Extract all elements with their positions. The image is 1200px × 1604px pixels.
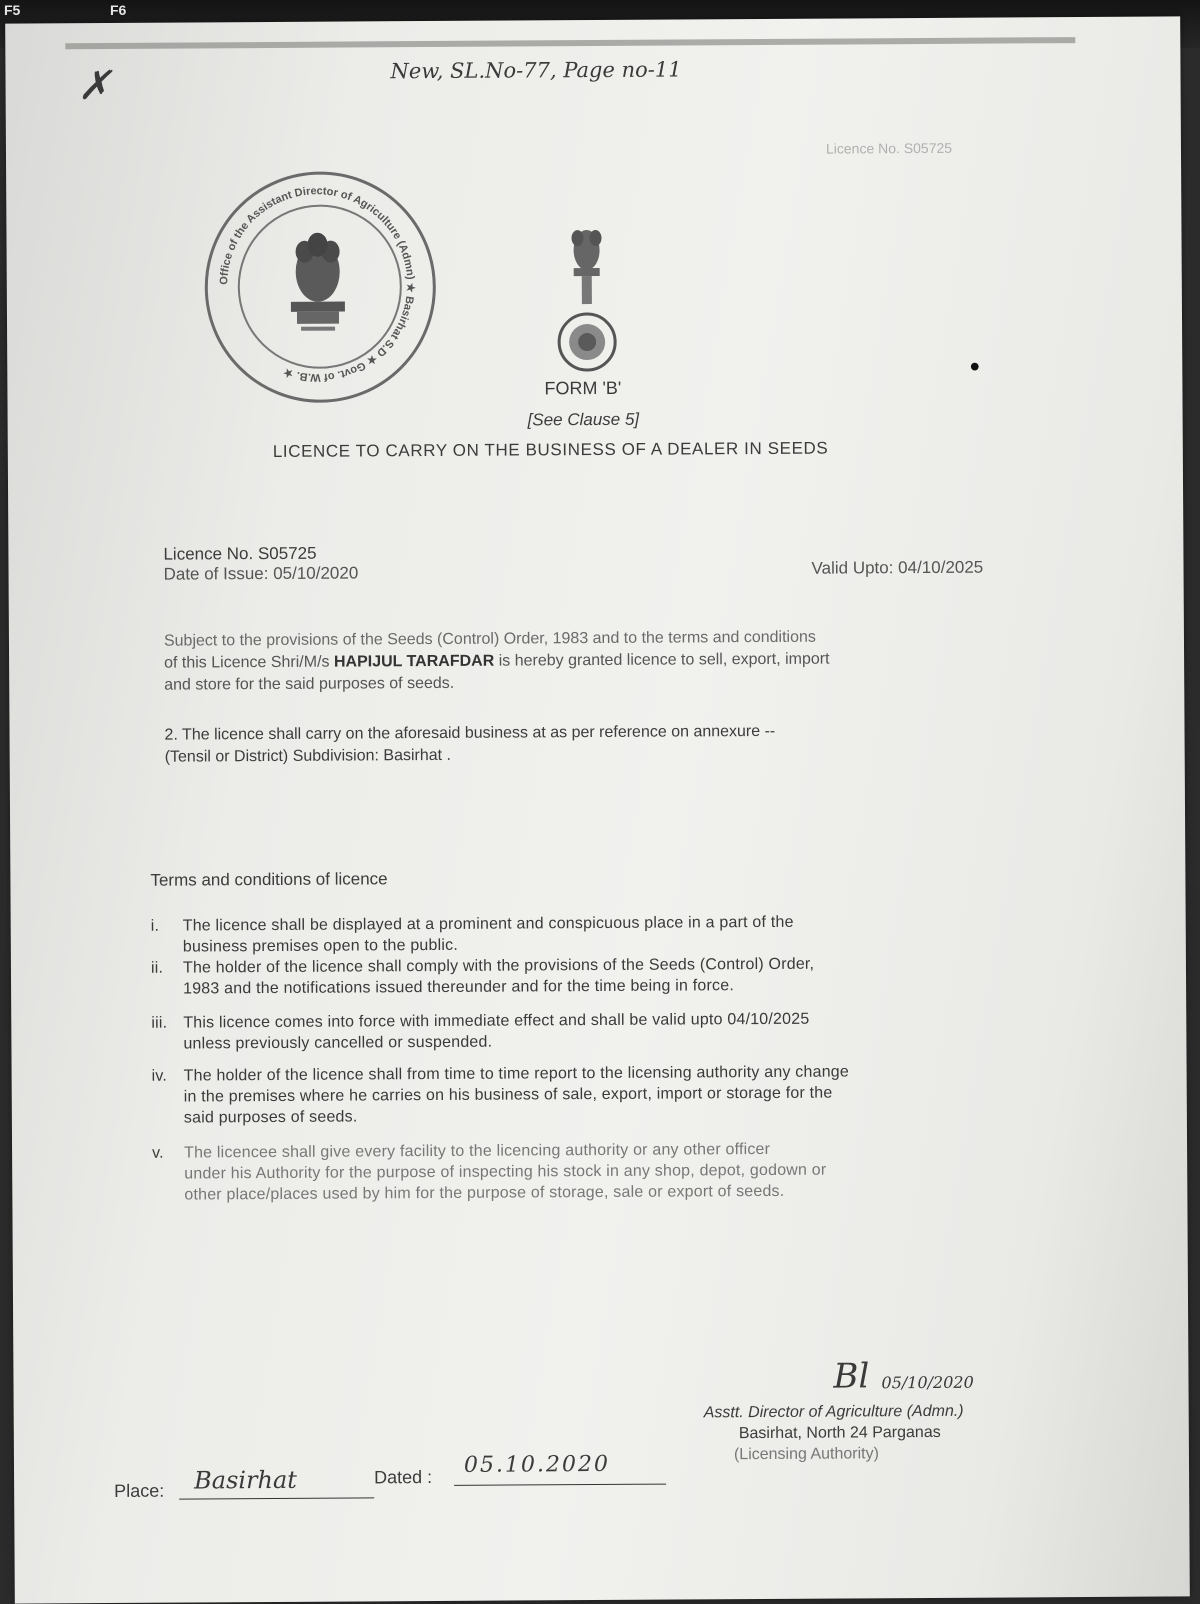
term-line: The licence shall be displayed at a prominent and conspicuous place in a part of the bbox=[182, 913, 794, 935]
cross-mark: ✗ bbox=[77, 62, 112, 110]
para1-line2-suffix: is hereby granted licence to sell, export, import bbox=[498, 650, 830, 670]
place-label: Place: bbox=[114, 1480, 165, 1501]
dated-value: 05.10.2020 bbox=[463, 1451, 611, 1478]
term-line: in the premises where he carries on his business of sale, export, import or storage for the bbox=[183, 1084, 833, 1106]
para2-line1: 2. The licence shall carry on the aforesaid business at as per reference on annexure -- bbox=[164, 722, 776, 744]
term-number: iii. bbox=[151, 1014, 168, 1032]
term-line: The holder of the licence shall from time to time report to the licensing authority any change bbox=[183, 1063, 850, 1085]
para1-line2-prefix: of this Licence Shri/M/s bbox=[164, 653, 330, 672]
licence-number: Licence No. S05725 bbox=[163, 543, 317, 564]
licence-document bbox=[5, 16, 1190, 1603]
form-title: FORM 'B' bbox=[544, 377, 622, 399]
term-number: v. bbox=[152, 1144, 164, 1162]
term-number: ii. bbox=[150, 959, 164, 977]
signature-date: 05/10/2020 bbox=[881, 1372, 974, 1393]
term-line: This licence comes into force with immediate effect and shall be valid upto 04/10/2025 bbox=[183, 1010, 810, 1032]
handwritten-reference: New, SL.No-77, Page no-11 bbox=[390, 57, 682, 84]
faded-licence-reference: Licence No. S05725 bbox=[825, 139, 953, 157]
lion-capital-emblem-icon bbox=[282, 226, 353, 336]
term-line: The holder of the licence shall comply with the provisions of the Seeds (Control) Order, bbox=[182, 955, 815, 977]
term-number: i. bbox=[150, 917, 160, 935]
para2-line2: (Tensil or District) Subdivision: Basirhat . bbox=[164, 746, 452, 766]
dated-label: Dated : bbox=[374, 1467, 433, 1488]
term-line: unless previously cancelled or suspended. bbox=[183, 1033, 493, 1053]
place-underline bbox=[179, 1497, 374, 1499]
para1-line1: Subject to the provisions of the Seeds (Control) Order, 1983 and to the terms and conditions bbox=[163, 628, 816, 650]
form-heading: LICENCE TO CARRY ON THE BUSINESS OF A DEALER IN SEEDS bbox=[272, 438, 829, 461]
term-line: The licencee shall give every facility to the licencing authority or any other officer bbox=[184, 1140, 771, 1162]
term-line: other place/places used by him for the purpose of storage, sale or export of seeds. bbox=[184, 1182, 785, 1204]
f6-key-label: F6 bbox=[110, 2, 127, 18]
photocopy-edge bbox=[65, 37, 1075, 49]
ink-dot: ● bbox=[969, 355, 981, 376]
dated-underline bbox=[454, 1484, 666, 1486]
date-of-issue: Date of Issue: 05/10/2020 bbox=[163, 563, 359, 584]
signatory-role: (Licensing Authority) bbox=[733, 1445, 879, 1464]
office-seal bbox=[204, 171, 436, 403]
signatory-designation: Asstt. Director of Agriculture (Admn.) bbox=[703, 1402, 964, 1422]
para1-line2 bbox=[164, 651, 830, 673]
term-number: iv. bbox=[151, 1067, 168, 1085]
terms-heading: Terms and conditions of licence bbox=[150, 869, 388, 890]
form-clause: [See Clause 5] bbox=[527, 409, 640, 430]
place-value: Basirhat bbox=[194, 1465, 297, 1495]
term-line: business premises open to the public. bbox=[182, 936, 459, 956]
licensee-name: HAPIJUL TARAFDAR bbox=[333, 652, 495, 671]
term-line: under his Authority for the purpose of inspecting his stock in any shop, depot, godown or bbox=[184, 1161, 827, 1183]
seal-ring-label: Office of the Assistant Director of Agriculture (Admn) ★ Basirhat S.D ★ Govt. of W.B. ★ bbox=[218, 185, 417, 384]
para1-line3: and store for the said purposes of seeds. bbox=[164, 674, 455, 694]
valid-upto: Valid Upto: 04/10/2025 bbox=[811, 557, 984, 578]
f5-key-label: F5 bbox=[4, 2, 21, 18]
term-line: said purposes of seeds. bbox=[183, 1108, 358, 1127]
term-line: 1983 and the notifications issued thereunder and for the time being in force. bbox=[183, 977, 735, 998]
signature-scrawl: Bl bbox=[833, 1356, 870, 1397]
signatory-location: Basirhat, North 24 Parganas bbox=[738, 1423, 941, 1443]
state-emblem-icon bbox=[551, 220, 622, 380]
